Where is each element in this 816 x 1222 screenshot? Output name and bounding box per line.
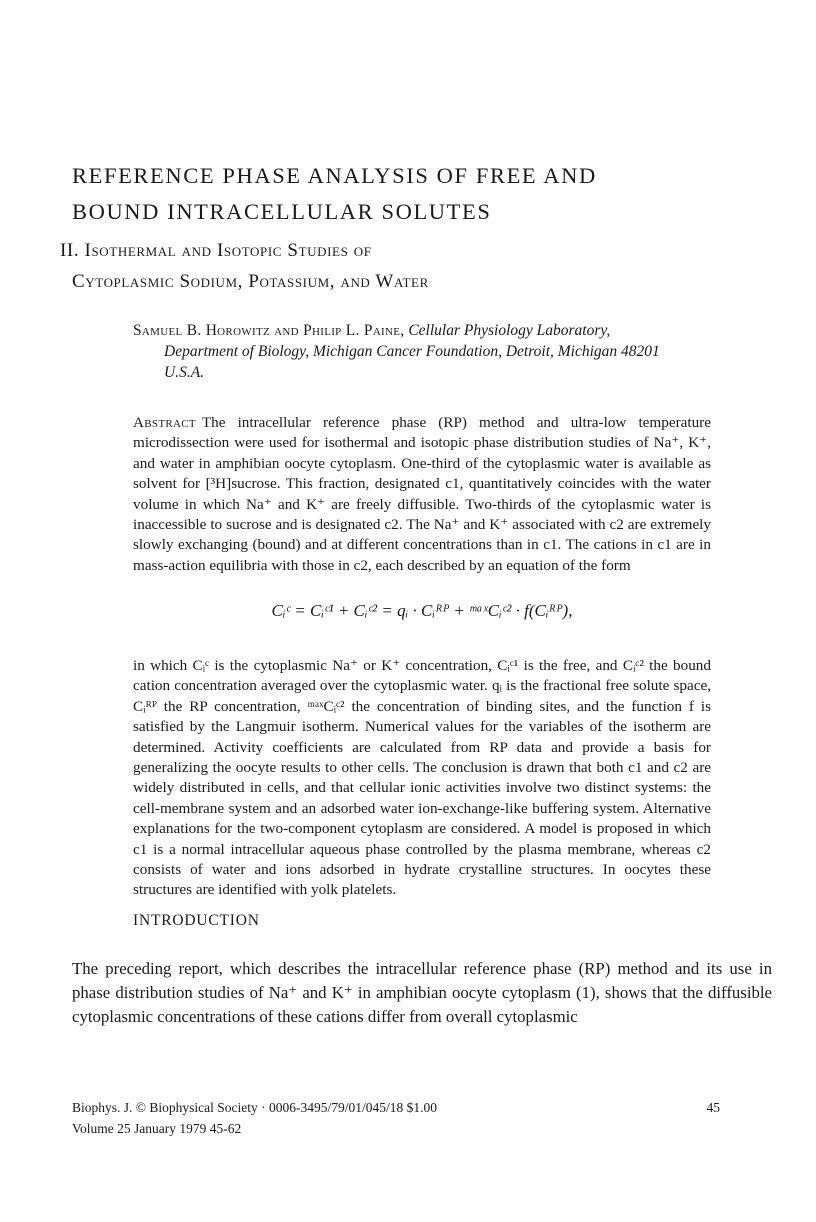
page-number: 45 (706, 1100, 720, 1115)
affiliation-country: U.S.A. (164, 364, 205, 381)
abstract-text-1: The intracellular reference phase (RP) method and ultra-low temperature microdissection were used for isothermal and isotopic phase distribution studies of Na⁺, K⁺, and water in amphibian oocyte cytoplasm. One-third of the cytoplasmic water is available as solvent for [³H]sucrose. This fraction, designated c1, quantitatively coincides with the water volume in which Na⁺ and K⁺ are freely diffusible. Two-thirds of the cytoplasmic water is inaccessible to sucrose and is designated c2. The Na⁺ and K⁺ associated with c2 are extremely slowly exchanging (bound) and at different concentrations than in c1. The cations in c1 are in mass-action equilibria with those in c2, each described by an equation of the form (133, 414, 711, 574)
abstract-part-1 (133, 413, 711, 576)
introduction-paragraph: The preceding report, which describes the intracellular reference phase (RP) method and its use in phase distribution studies of Na⁺ and K⁺ in amphibian oocyte cytoplasm (1), shows that the diffusible cytoplasmic concentrations of these cations differ from overall cytoplasmic (72, 959, 772, 1026)
author-block (133, 320, 773, 383)
abstract-label: Abstract (133, 414, 196, 431)
section-heading-introduction: INTRODUCTION (133, 912, 260, 929)
paper-subtitle-line-1: II. Isothermal and Isotopic Studies of (60, 240, 372, 261)
langmuir-equation: Cᵢᶜ = Cᵢᶜ¹ + Cᵢᶜ² = qᵢ · Cᵢᴿᴾ + ᵐᵃˣCᵢᶜ² · f(Cᵢᴿᴾ), (271, 601, 573, 620)
author-names: Samuel B. Horowitz and Philip L. Paine, (133, 322, 405, 339)
paper-title-line-1: REFERENCE PHASE ANALYSIS OF FREE AND (72, 163, 597, 188)
affiliation-department: Department of Biology, Michigan Cancer Foundation, Detroit, Michigan 48201 (164, 343, 660, 360)
affiliation-lab: Cellular Physiology Laboratory, (408, 322, 611, 339)
abstract-text-2: in which Cᵢᶜ is the cytoplasmic Na⁺ or K⁺ concentration, Cᵢᶜ¹ is the free, and Cᵢᶜ² the bound cation concentration averaged over the cytoplasmic water. qᵢ is the fractional free solute space, Cᵢᴿᴾ the RP concentration, ᵐᵃˣCᵢᶜ² the concentration of binding sites, and the function f is satisfied by the Langmuir isotherm. Numerical values for the variables of the isotherm are determined. Activity coefficients are calculated from RP data and provide a basis for generalizing the oocyte results to other cells. The conclusion is drawn that both c1 and c2 are widely distributed in cells, and that cellular ionic activities involve two distinct systems: the cell-membrane system and an adsorbed water ion-exchange-like buffering system. Alternative explanations for the two-component cytoplasm are considered. A model is proposed in which c1 is a normal intracellular aqueous phase controlled by the plasma membrane, whereas c2 consists of water and ions adsorbed in hydrate crystalline structures. In oocytes these structures are identified with yolk platelets. (133, 657, 711, 899)
journal-citation: Biophys. J. © Biophysical Society · 0006-3495/79/01/045/18 $1.00 (72, 1100, 438, 1115)
paper-title-line-2: BOUND INTRACELLULAR SOLUTES (72, 199, 492, 224)
page-footer (72, 1097, 720, 1139)
paper-subtitle-line-2: Cytoplasmic Sodium, Potassium, and Water (72, 271, 429, 292)
volume-info: Volume 25 January 1979 45-62 (72, 1121, 242, 1136)
